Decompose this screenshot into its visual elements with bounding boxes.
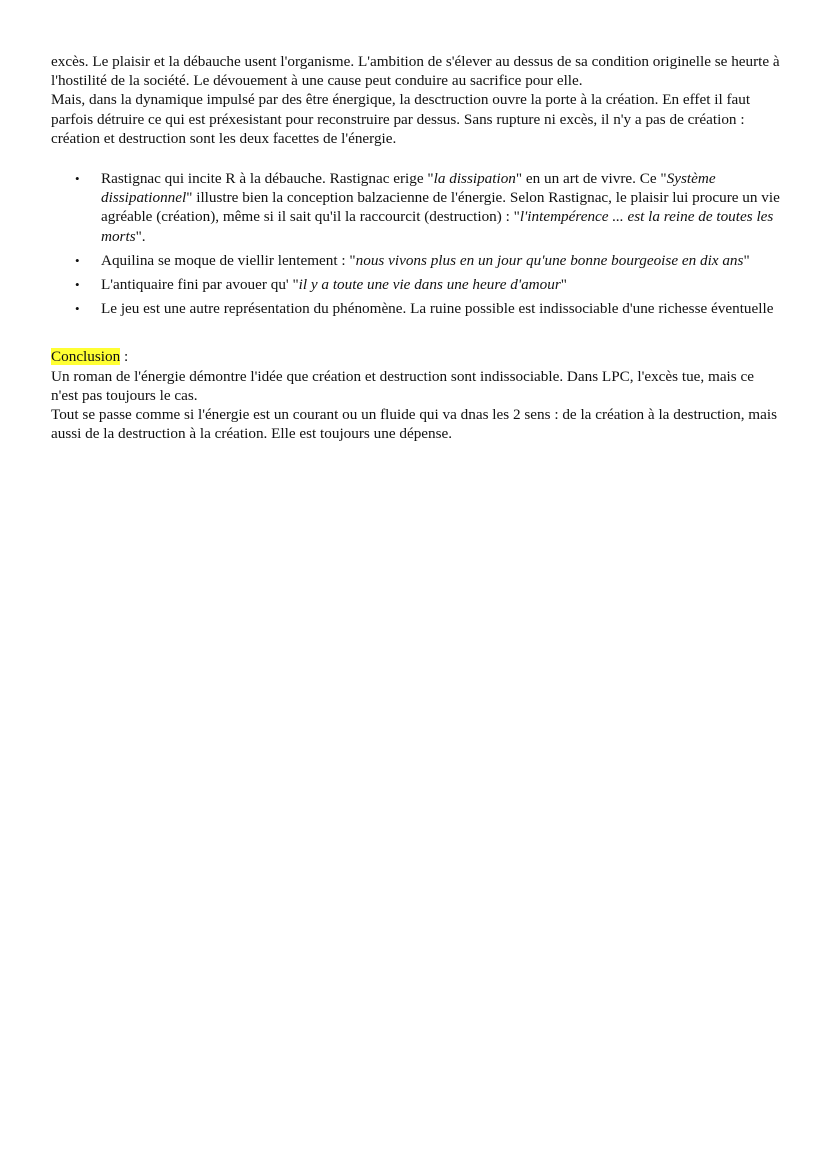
bullet-icon: • <box>75 252 80 268</box>
text-run: Le jeu est une autre représentation du phénomène. La ruine possible est indissociable d'une richesse éventuelle <box>101 300 774 318</box>
examples-list <box>51 169 781 318</box>
text-run: L'antiquaire fini par avouer qu' " <box>101 276 299 294</box>
conclusion-paragraph-2: Tout se passe comme si l'énergie est un courant ou un fluide qui va dnas les 2 sens : de la création à la destruction, mais aussi de la destruction à la création. Elle est toujours une dépense. <box>51 406 777 443</box>
text-run: " en un art de vivre. Ce " <box>515 170 667 188</box>
text-run: " <box>743 251 750 269</box>
text-run: " illustre bien la conception balzacienne de l'énergie. Selon Rastignac, le plaisir lui procure un vie agréable (création), même si il sait qu'il la raccourcit (destruction) : " <box>101 189 780 226</box>
text-run: " <box>560 276 567 294</box>
quote-italic: Système dissipationnel <box>101 170 716 207</box>
quote-italic: il y a toute une vie dans une heure d'amour <box>298 276 561 294</box>
bullet-icon: • <box>75 277 80 293</box>
text-run: ". <box>135 227 146 245</box>
conclusion-heading-line <box>51 347 781 366</box>
conclusion-heading: Conclusion <box>51 348 121 366</box>
quote-italic: l'intempérence ... est la reine de toutes les morts <box>101 208 774 245</box>
quote-italic: la dissipation <box>433 170 516 188</box>
text-run: Aquilina se moque de viellir lentement : " <box>101 251 356 269</box>
document-page <box>51 52 781 443</box>
list-item <box>51 251 781 270</box>
text-run: Rastignac qui incite R à la débauche. Rastignac erige " <box>101 170 434 188</box>
bullet-icon: • <box>75 301 80 317</box>
list-item <box>51 299 781 318</box>
conclusion-paragraph-1: Un roman de l'énergie démontre l'idée que création et destruction sont indissociable. Dans LPC, l'excès tue, mais ce n'est pas toujours le cas. <box>51 367 754 404</box>
heading-suffix: : <box>120 348 129 366</box>
intro-paragraph-2: Mais, dans la dynamique impulsé par des être énergique, la desctruction ouvre la porte à la création. En effet il faut parfois détruire ce qui est préxesistant pour reconstruire par dessus. Sans rupture ni excès, il n'y a pas de création : création et destruction sont les deux facettes de l'énergie. <box>51 91 751 147</box>
list-item <box>51 169 781 246</box>
bullet-icon: • <box>75 171 80 187</box>
list-item <box>51 275 781 294</box>
quote-italic: nous vivons plus en un jour qu'une bonne bourgeoise en dix ans <box>355 251 744 269</box>
conclusion-section <box>51 347 781 443</box>
intro-paragraph-1: excès. Le plaisir et la débauche usent l'organisme. L'ambition de s'élever au dessus de sa condition originelle se heurte à l'hostilité de la société. Le dévouement à une cause peut conduire au sacrifice pour elle. <box>51 53 780 90</box>
